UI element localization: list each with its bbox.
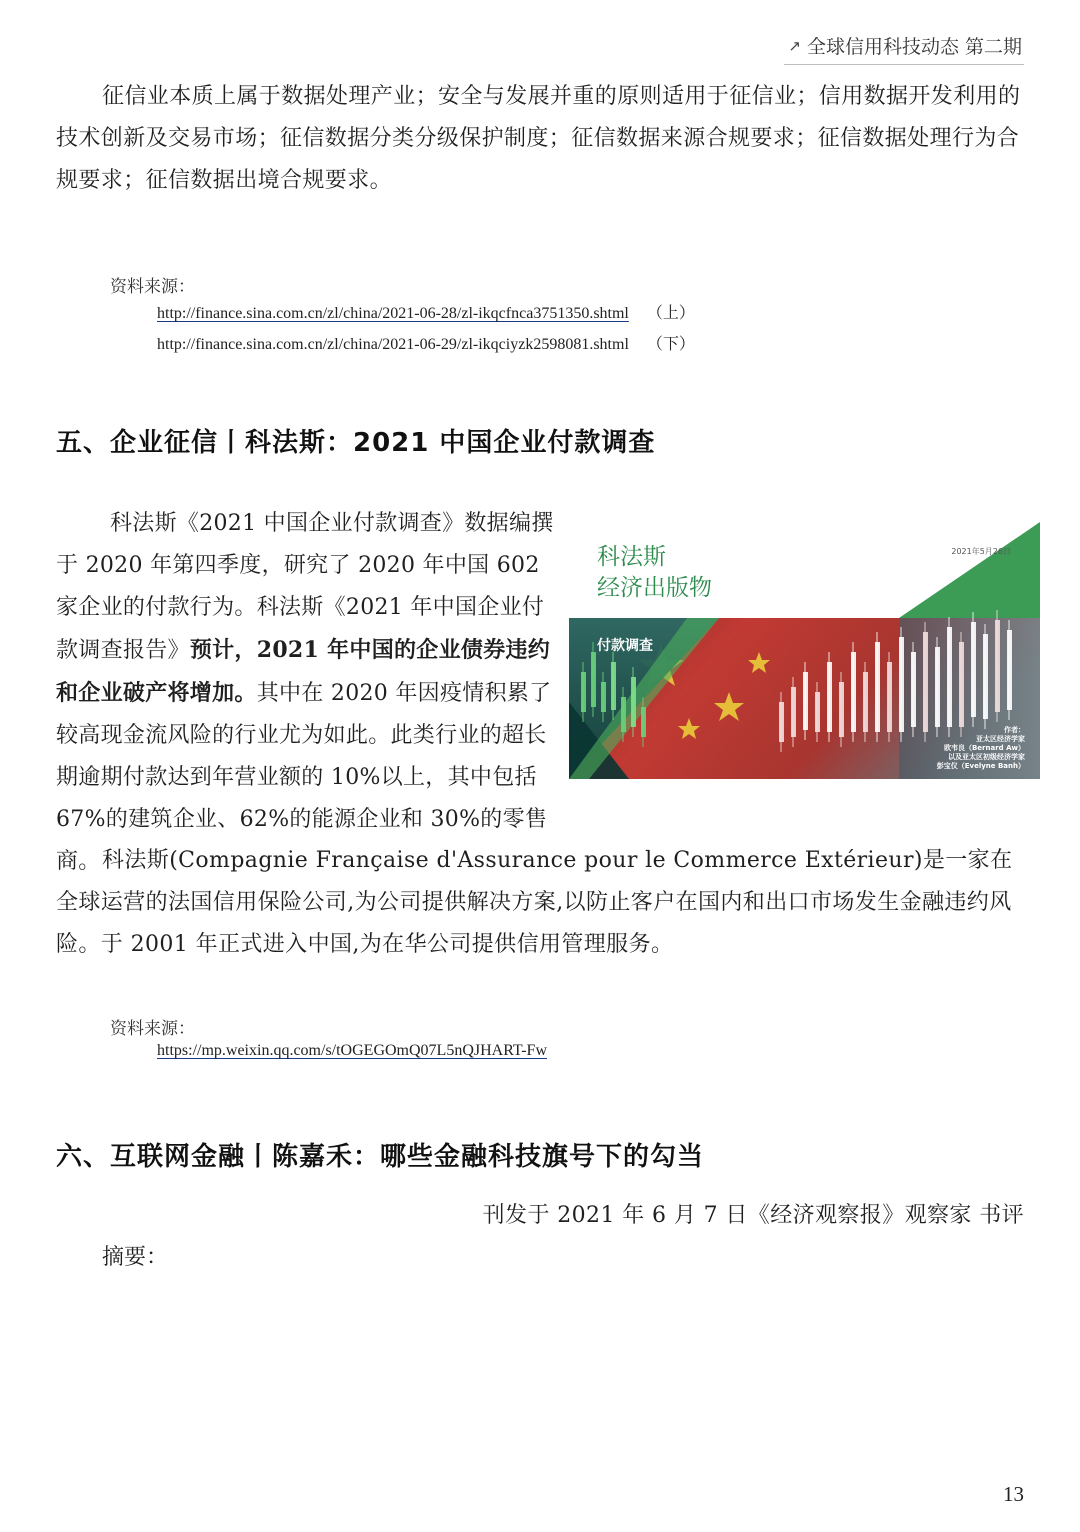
candle-body: [995, 620, 1000, 712]
candle-body: [839, 682, 844, 737]
source-link-3[interactable]: [157, 1042, 547, 1060]
candle-body: [1007, 630, 1012, 710]
candle-body: [631, 677, 636, 727]
section5-paragraph-2: 科法斯(Compagnie Française d'Assurance pour le Commerce Extérieur)是一家在全球运营的法国信用保险公司,为公司提供解决方案,以防止客户在国内和出口市场发生金融违约风险。于 2001 年正式进入中国,为在华公司提供信用管理服务。: [56, 848, 1013, 957]
candle-body: [851, 652, 856, 732]
header-divider: [784, 64, 1024, 65]
section-heading-6: 六、互联网金融丨陈嘉禾：哪些金融科技旗号下的勾当: [56, 1142, 705, 1172]
intro-paragraph: 征信业本质上属于数据处理产业；安全与发展并重的原则适用于征信业；信用数据开发利用的技术创新及交易市场；征信数据分类分级保护制度；征信数据来源合规要求；征信数据处理行为合规要求；征信数据出境合规要求。: [56, 84, 1021, 193]
candle-body: [791, 687, 796, 737]
source-url[interactable]: http://finance.sina.com.cn/zl/china/2021-06-28/zl-ikqcfnca3751350.shtml: [157, 305, 629, 322]
cover-author-line: 亚太区经济学家: [976, 735, 1025, 743]
candle-body: [827, 662, 832, 732]
p1-text: 科法斯《2021 中国企业付款调查》数据编撰于 2020 年第四季度，研究了 2020 年中国 602 家企业的付款行为。科法斯《2021 年中国企业付款调查报告》: [56, 511, 554, 663]
cover-author-line: 以及亚太区初级经济学家: [948, 753, 1025, 761]
page-number: 13: [1003, 1482, 1024, 1506]
candle-body: [803, 672, 808, 730]
publication-line: 刊发于 2021 年 6 月 7 日《经济观察报》观察家 书评: [482, 1203, 1024, 1228]
sources-label: 资料来源：: [110, 277, 195, 297]
cover-band-label: 付款调查: [597, 638, 653, 654]
coface-report-cover: [569, 522, 1040, 779]
header-issue: 第二期: [964, 36, 1022, 58]
candle-body: [641, 707, 646, 737]
candle-body: [581, 672, 586, 712]
header-title: 全球信用科技动态: [806, 36, 959, 58]
cover-title-line1: 科法斯: [597, 544, 666, 570]
candle-body: [863, 672, 868, 732]
source-link-2[interactable]: [157, 331, 695, 354]
candle-body: [875, 642, 880, 732]
cover-author-line: 欧韦良（Bernard Aw）: [943, 744, 1025, 752]
source-suffix: （下）: [646, 336, 695, 353]
candle-body: [591, 652, 596, 707]
candle-body: [947, 627, 952, 727]
candle-body: [959, 642, 964, 727]
p1-bold-text: 预计，2021 年中国的企业债券违约和企业破产将增加。: [56, 637, 551, 706]
candle-body: [611, 662, 616, 710]
candle-body: [983, 634, 988, 719]
candle-body: [779, 702, 784, 742]
candle-body: [621, 697, 626, 732]
source-url[interactable]: https://mp.weixin.qq.com/s/tOGEGOmQ07L5nQJHART-Fw: [157, 1042, 548, 1059]
running-header: [592, 32, 1022, 59]
candle-body: [601, 682, 606, 712]
sources-label: 资料来源：: [110, 1019, 195, 1039]
cover-graphic: [569, 522, 1040, 779]
section5-paragraph-1: [56, 503, 556, 883]
candle-body: [887, 662, 892, 732]
candle-body: [923, 632, 928, 732]
section-heading-5: 五、企业征信丨科法斯：2021 中国企业付款调查: [56, 428, 656, 458]
candle-body: [971, 622, 976, 717]
candle-body: [911, 652, 916, 727]
source-link-1[interactable]: [157, 300, 695, 323]
candle-body: [899, 637, 904, 732]
abstract-label: 摘要：: [102, 1245, 169, 1270]
candle-body: [815, 692, 820, 732]
cover-author-line: 作者：: [1004, 726, 1025, 734]
p1-text-2: 其中在 2020 年因疫情积累了较高现金流风险的行业尤为如此。此类行业的超长期逾期付款达到年营业额的 10%以上，其中包括 67%的建筑企业、62%的能源企业和 30%的零售商。: [56, 681, 552, 874]
source-url[interactable]: http://finance.sina.com.cn/zl/china/2021-06-29/zl-ikqciyzk2598081.shtml: [157, 336, 629, 353]
cover-title-line2: 经济出版物: [597, 575, 712, 601]
arrow-up-right-icon: ↗: [788, 36, 801, 55]
source-suffix: （上）: [646, 305, 695, 322]
cover-date: 2021年5月26日: [951, 547, 1011, 556]
candle-body: [935, 647, 940, 727]
cover-author-line: 彭宝仪（Evelyne Banh）: [936, 762, 1025, 770]
